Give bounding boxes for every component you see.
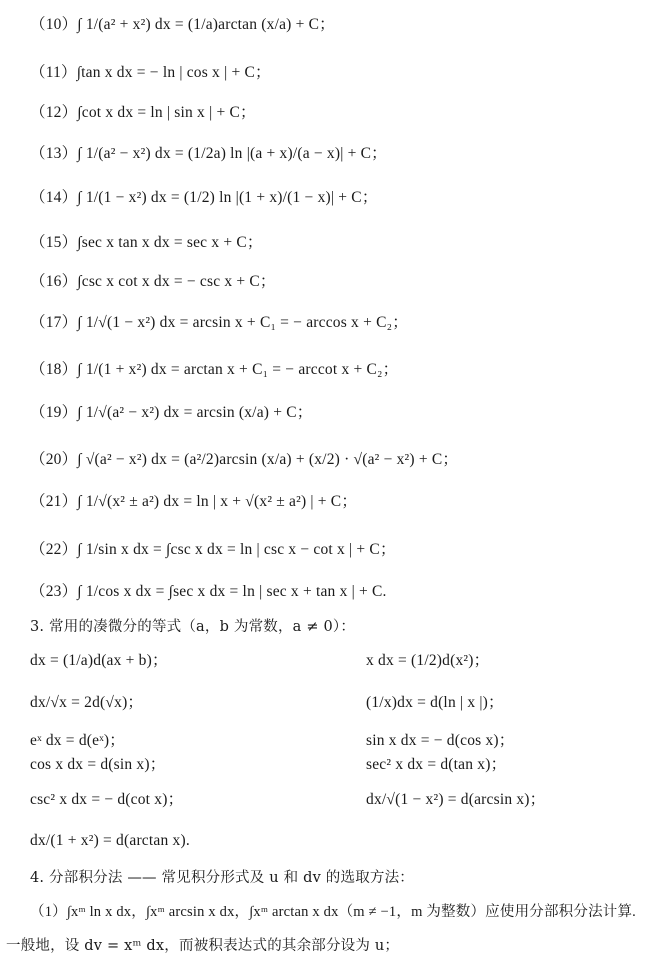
formula-20: （20）∫ √(a² − x²) dx = (a²/2)arcsin (x/a) + (x/2) · √(a² − x²) + C； bbox=[30, 451, 459, 468]
formula-11: （11）∫tan x dx = − ln | cos x | + C； bbox=[30, 64, 271, 81]
formula-23: （23）∫ 1/cos x dx = ∫sec x dx = ln | sec x + tan x | + C. bbox=[30, 583, 387, 600]
section-4-heading: 4. 分部积分法 —— 常见积分形式及 u 和 dv 的选取方法： bbox=[30, 870, 415, 886]
identity-right-3: sin x dx = − d(cos x)； bbox=[366, 732, 515, 749]
identity-left-3: eˣ dx = d(eˣ)； bbox=[30, 732, 125, 749]
formula-15: （15）∫sec x tan x dx = sec x + C； bbox=[30, 234, 263, 251]
section-3-heading: 3. 常用的凑微分的等式（a，b 为常数，a ≠ 0）： bbox=[30, 619, 356, 635]
identity-right-2: (1/x)dx = d(ln | x |)； bbox=[366, 694, 504, 711]
formula-18: （18）∫ 1/(1 + x²) dx = arctan x + C₁ = − arccot x + C₂； bbox=[30, 361, 399, 378]
section-4-item-1: （1）∫xᵐ ln x dx，∫xᵐ arcsin x dx，∫xᵐ arctan x dx（m ≠ −1，m 为整数）应使用分部积分法计算. bbox=[30, 904, 637, 920]
formula-13: （13）∫ 1/(a² − x²) dx = (1/2a) ln |(a + x)/(a − x)| + C； bbox=[30, 145, 387, 162]
section-4-item-1-continued: 一般地，设 dv = xᵐ dx，而被积表达式的其余部分设为 u； bbox=[6, 938, 400, 954]
identity-right-1: x dx = (1/2)d(x²)； bbox=[366, 652, 490, 669]
formula-22: （22）∫ 1/sin x dx = ∫csc x dx = ln | csc x − cot x | + C； bbox=[30, 541, 396, 558]
formula-19: （19）∫ 1/√(a² − x²) dx = arcsin (x/a) + C； bbox=[30, 404, 313, 421]
identity-left-2: dx/√x = 2d(√x)； bbox=[30, 694, 144, 711]
formula-17: （17）∫ 1/√(1 − x²) dx = arcsin x + C₁ = − arccos x + C₂； bbox=[30, 314, 408, 331]
formula-12: （12）∫cot x dx = ln | sin x | + C； bbox=[30, 104, 256, 121]
identity-left-4: cos x dx = d(sin x)； bbox=[30, 756, 166, 773]
formula-21: （21）∫ 1/√(x² ± a²) dx = ln | x + √(x² ± a²) | + C； bbox=[30, 493, 358, 510]
formula-16: （16）∫csc x cot x dx = − csc x + C； bbox=[30, 273, 276, 290]
identity-left-5: csc² x dx = − d(cot x)； bbox=[30, 791, 184, 808]
identity-right-4: sec² x dx = d(tan x)； bbox=[366, 756, 507, 773]
formula-10: （10）∫ 1/(a² + x²) dx = (1/a)arctan (x/a) + C； bbox=[30, 16, 335, 33]
formula-14: （14）∫ 1/(1 − x²) dx = (1/2) ln |(1 + x)/(1 − x)| + C； bbox=[30, 189, 378, 206]
identity-right-5: dx/√(1 − x²) = d(arcsin x)； bbox=[366, 791, 546, 808]
identity-left-6: dx/(1 + x²) = d(arctan x). bbox=[30, 832, 190, 849]
identity-left-1: dx = (1/a)d(ax + b)； bbox=[30, 652, 168, 669]
